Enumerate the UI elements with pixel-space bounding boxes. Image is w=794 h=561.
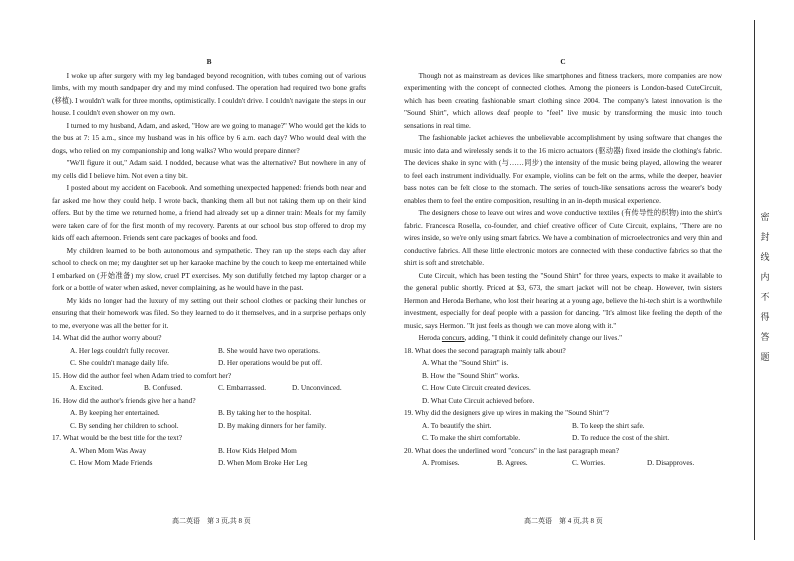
question-options [52,407,366,432]
option-d[interactable]: D. By making dinners for her family. [218,420,327,430]
option-a[interactable]: A. When Mom Was Away [70,445,147,455]
option-d[interactable]: D. To reduce the cost of the shirt. [572,433,670,442]
question-options [404,420,722,445]
left-column [52,56,366,470]
passage-b-paragraph-1: I woke up after surgery with my leg bandaged beyond recognition, with tubes coming out of various limbs, with my mouth sandpaper dry and my mind confused. The operation had required two bone grafts (移植). I wouldn't walk for three months, optimistically. I couldn't drive. I couldn't navigate the steps in our house. I couldn't even shower on my own. [52,70,366,117]
option-b[interactable]: B. Agrees. [497,458,528,467]
question-19 [404,407,722,445]
passage-c-paragraph-3: The designers chose to leave out wires and wove conductive textiles (有传导性的织物) into the shirt's fabric. Francesca Rosella, co-founder, and chief creative officer of Cute Circuit, explains, "There are no wires inside, so we're only using smart fabrics. We have a combination of microelectronics and very thin and conductive fabrics. All these little electronic motors are connected with these conductive fabrics so that the shirt is soft and stretchable. [404,208,722,267]
option-b[interactable]: B. By taking her to the hospital. [218,408,312,417]
option-b[interactable]: B. To keep the shirt safe. [572,420,645,430]
passage-c-paragraph-4: Cute Circuit, which has been testing the "Sound Shirt" for three years, expects to make it available to the general public shortly. Priced at $3, 673, the smart jacket will not be cheap. However, twin sisters Hermon and Heroda Berhane, who lost their hearing at a young age, believe the hi-tech shirt is a worthwhile investment, especially for deaf people with a passion for dancing. "It's almost like feeling the depth of the music, says Hermon. "It just feels as though we can move along with it." [404,270,722,330]
last-para-after: , adding, "I think it could definitely change our lives." [464,333,623,342]
last-para-before: Heroda [418,333,442,342]
option-c[interactable]: C. Worries. [572,458,606,467]
option-b[interactable]: B. Confused. [144,383,183,392]
passage-c-paragraph-1: Though not as mainstream as devices like smartphones and fitness trackers, more companies are now experimenting with the concept of connected clothes. Among the pioneers is London-based CuteCircuit, which has been creating fashionable smart clothing since 2004. The company's latest innovation is the "Sound Shirt", which allows deaf people to "feel" live music by transforming the music into touch sensations in real time. [404,70,722,130]
option-d[interactable]: D. Unconvinced. [292,383,342,392]
option-d[interactable]: D. What Cute Circuit achieved before. [422,395,535,405]
passage-c-paragraph-2: The fashionable jacket achieves the unbelievable accomplishment by using software that changes the music into data and wirelessly sends it to the 16 micro actuators (驱动器) fixed inside the clothing's fabric. The devices shake in sync with (与……同步) the intensity of the music being played, allowing the wearer to feel each instrument individually. For example, violins can be felt on the arms, while the deeper, heavier bass notes can be felt close to the stomach. The series of touch-like sensations across the wearer's body enables them to feel the entire composition, resulting in an in-depth musical experience. [404,133,722,205]
option-c[interactable]: C. To make the shirt comfortable. [422,433,521,442]
option-c[interactable]: C. Embarrassed. [218,383,267,392]
option-c[interactable]: C. How Cute Circuit created devices. [422,383,531,392]
passage-c-paragraph-5 [404,332,722,345]
question-14 [52,332,366,370]
right-column [404,56,722,470]
option-c[interactable]: C. She couldn't manage daily life. [70,358,169,367]
page-footer-right: 高二英语 第 4 页,共 8 页 [524,517,603,525]
option-b[interactable]: B. She would have two operations. [218,345,320,355]
option-a[interactable]: A. What the "Sound Shirt" is. [422,358,509,367]
question-20 [404,445,722,470]
option-a[interactable]: A. To beautify the shirt. [422,420,492,430]
option-a[interactable]: A. By keeping her entertained. [70,408,160,417]
question-stem: 19. Why did the designers give up wires in making the "Sound Shirt"? [404,408,610,417]
section-title-c: C [560,57,566,66]
question-options [52,445,366,470]
option-d[interactable]: D. Her operations would be put off. [218,358,323,367]
passage-b-paragraph-6: My kids no longer had the luxury of my setting out their school clothes or packing their lunches or ensuring that their homework was filed. So they learned to do it themselves, and in a surprise perhaps only to me, everyone was all the better for it. [52,295,366,330]
option-c[interactable]: C. How Mom Made Friends [70,458,153,467]
question-stem: 16. How did the author's friends give her a hand? [52,395,196,405]
page-footer-left: 高二英语 第 3 页,共 8 页 [172,517,251,525]
option-b[interactable]: B. How the "Sound Shirt" works. [422,370,520,380]
question-15 [52,370,366,395]
passage-b-paragraph-4: I posted about my accident on Facebook. And something unexpected happened: friends both near and far asked me how they could help. I wrote back, thanking them all but not taking them up on their kind offers. But by the time we returned home, a friend had already set up a dinner train: Meals for my family were taken care of for the first month of my recovery. Parents at our school bus stop offered to drop my kids off each afternoon. Friends sent care packages of books and food. [52,183,366,242]
option-a[interactable]: A. Promises. [422,458,460,467]
passage-b-paragraph-2: I turned to my husband, Adam, and asked, "How are we going to manage?" Who would get the kids to the bus at 7: 15 a.m., since my husband was in his office by 6 a.m. each day? Who would deal with the dogs, who relied on my companionship and long walks? Who would prepare dinner? [52,120,366,155]
question-18 [404,345,722,408]
seal-line [754,20,755,540]
seal-margin [746,0,776,561]
question-stem: 14. What did the author worry about? [52,333,162,342]
option-a[interactable]: A. Excited. [70,383,104,392]
underlined-word-concurs: concurs [441,333,465,342]
section-title-b: B [206,57,212,66]
option-b[interactable]: B. How Kids Helped Mom [218,445,297,455]
passage-b-paragraph-3: "We'll figure it out," Adam said. I nodded, because what was the alternative? But nowhere in any of my cells did I believe him. Not even a tiny bit. [52,158,366,180]
question-options [404,457,722,470]
option-a[interactable]: A. Her legs couldn't fully recover. [70,345,170,355]
question-17 [52,432,366,470]
question-stem: 20. What does the underlined word "concurs" in the last paragraph mean? [404,445,619,455]
question-options [52,382,366,395]
question-stem: 17. What would be the best title for the text? [52,433,182,442]
seal-label: 密封线内不得答题 [760,213,770,363]
question-options [404,357,722,407]
question-stem: 18. What does the second paragraph mainly talk about? [404,345,566,355]
option-c[interactable]: C. By sending her children to school. [70,420,179,430]
question-stem: 15. How did the author feel when Adam tried to comfort her? [52,370,232,380]
passage-b-paragraph-5: My children learned to be both autonomous and sympathetic. They ran up the steps each day after school to check on me; my daughter set up her karaoke machine by the couch to keep me entertained while I embarked on (开始准备) my slow, cruel PT exercises. My son dutifully fetched my laptop charger or a fork or a bottle of water when asked, never complaining, as he would have in the past. [52,245,366,292]
option-d[interactable]: D. Disapproves. [647,458,695,467]
question-16 [52,395,366,433]
option-d[interactable]: D. When Mom Broke Her Leg [218,458,308,467]
question-options [52,345,366,370]
